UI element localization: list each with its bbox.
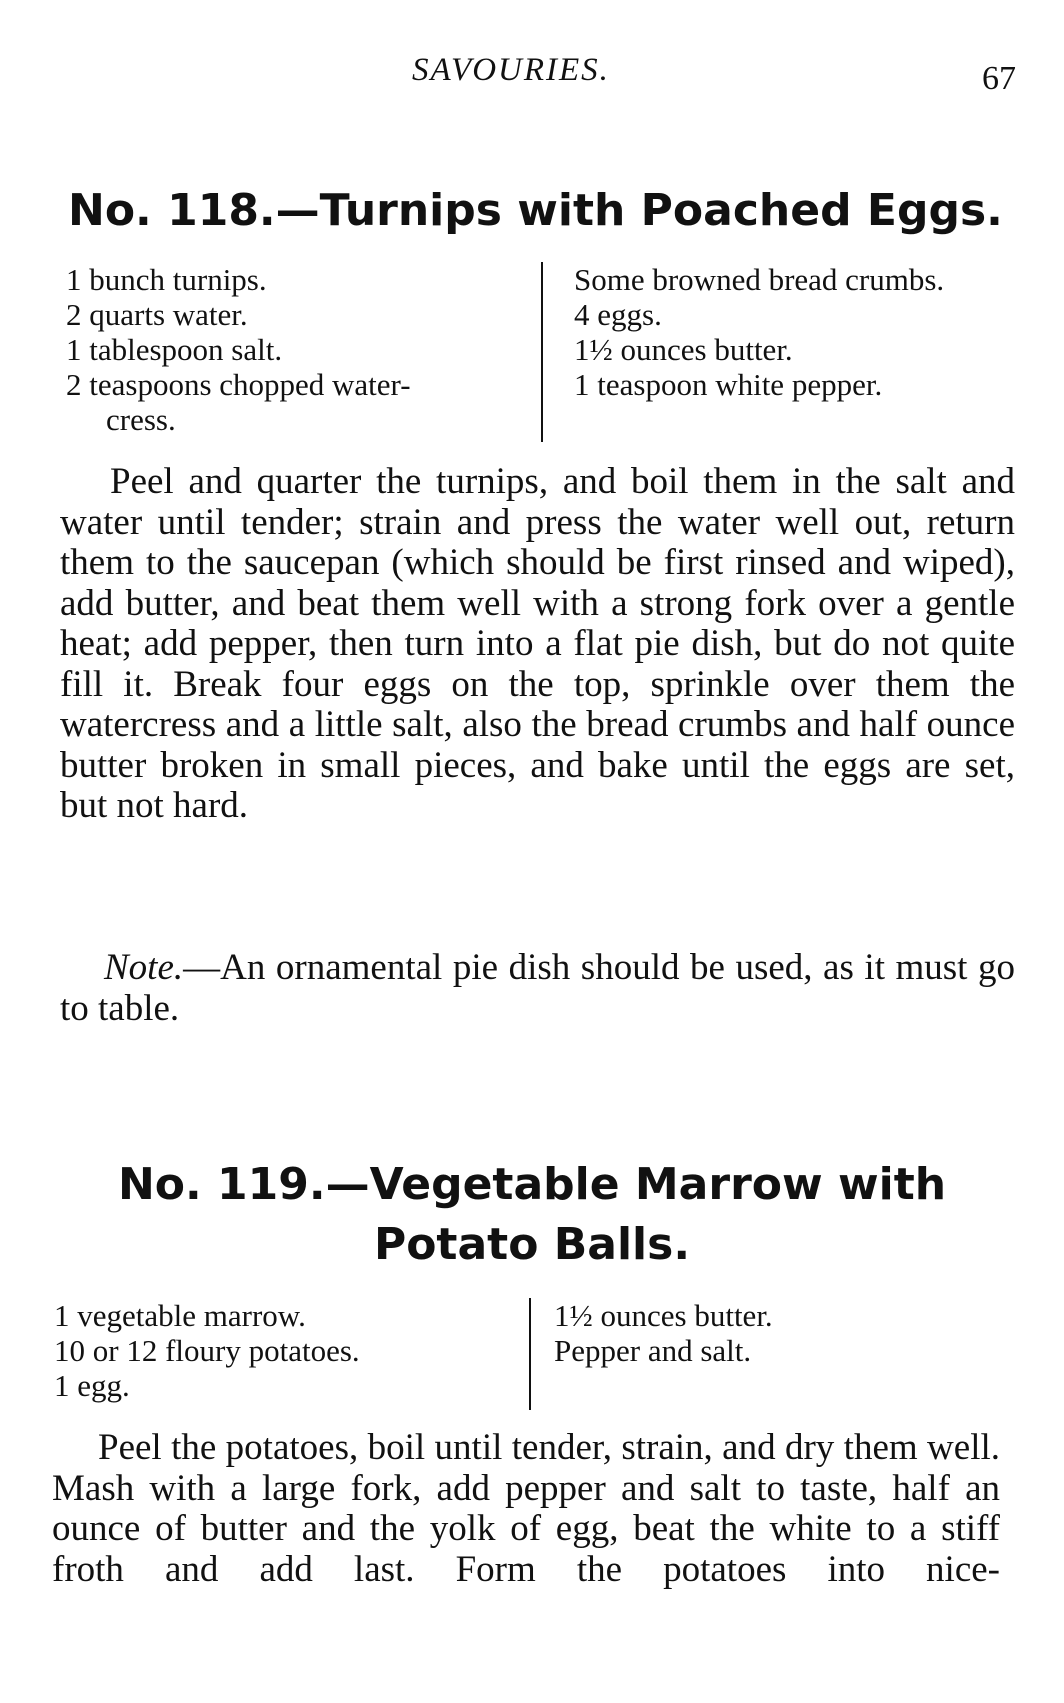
- recipe-118-note: [60, 948, 1015, 1029]
- recipe-119-title: [0, 1155, 1064, 1275]
- ingredient-item: 1 bunch turnips.: [66, 262, 267, 297]
- page-number: 67: [982, 60, 1016, 97]
- recipe-119-method: Peel the potatoes, boil until tender, strain, and dry them well. Mash with a large fork, add pepper and salt to taste, half an ounce of butter and the yolk of egg, beat the white to a stiff froth and add last. Form the potatoes into nice-: [52, 1427, 1000, 1590]
- ingredient-item-continuation: [66, 402, 526, 437]
- ingredient-item: 4 eggs.: [574, 297, 662, 332]
- ingredient-item: 1½ ounces butter.: [554, 1298, 773, 1333]
- ingredient-item: Pepper and salt.: [554, 1333, 752, 1368]
- ingredient-item: 1 vegetable marrow.: [54, 1298, 306, 1333]
- recipe-118-ingredients-right: [574, 262, 1034, 402]
- ingredient-item: Some browned bread crumbs.: [574, 262, 945, 297]
- ingredient-item: 10 or 12 floury potatoes.: [54, 1333, 360, 1368]
- note-text: —An ornamental pie dish should be used, as it must go to table.: [60, 947, 1015, 1029]
- recipe-119-title-line1: No. 119.—Vegetable Marrow with: [117, 1159, 947, 1210]
- note-label: Note.: [104, 947, 184, 988]
- recipe-118-method: Peel and quarter the turnips, and boil them in the salt and water until tender; strain and press the water well out, return them to the saucepan (which should be first rinsed and wiped), add butter, and beat them well with a strong fork over a gentle heat; add pepper, then turn into a flat pie dish, but do not quite fill it. Break four eggs on the top, sprinkle over them the watercress and a little salt, also the bread crumbs and half ounce butter broken in small pieces, and bake until the eggs are set, but not hard.: [60, 461, 1015, 826]
- recipe-118-title: No. 118.—Turnips with Poached Eggs.: [68, 185, 1003, 236]
- running-title: SAVOURIES.: [412, 52, 610, 88]
- ingredient-item: 1 egg.: [54, 1368, 130, 1403]
- recipe-119-title-line2: Potato Balls.: [373, 1219, 691, 1270]
- recipe-119-ingredients-right: [554, 1298, 1014, 1368]
- ingredients-divider: [529, 1298, 531, 1410]
- ingredient-continuation-text: cress.: [106, 402, 176, 437]
- ingredients-divider: [541, 262, 543, 442]
- running-head: [0, 52, 1064, 97]
- recipe-119-ingredients-left: [54, 1298, 514, 1403]
- ingredient-item: 1 teaspoon white pepper.: [574, 367, 883, 402]
- ingredient-item: 2 quarts water.: [66, 297, 248, 332]
- recipe-118-ingredients-left: [66, 262, 526, 437]
- ingredient-item: 1½ ounces butter.: [574, 332, 793, 367]
- ingredient-item: 1 tablespoon salt.: [66, 332, 283, 367]
- recipe-119-ingredients: [54, 1298, 1014, 1410]
- recipe-118-ingredients: [66, 262, 1026, 442]
- ingredient-item: 2 teaspoons chopped water-: [66, 367, 411, 402]
